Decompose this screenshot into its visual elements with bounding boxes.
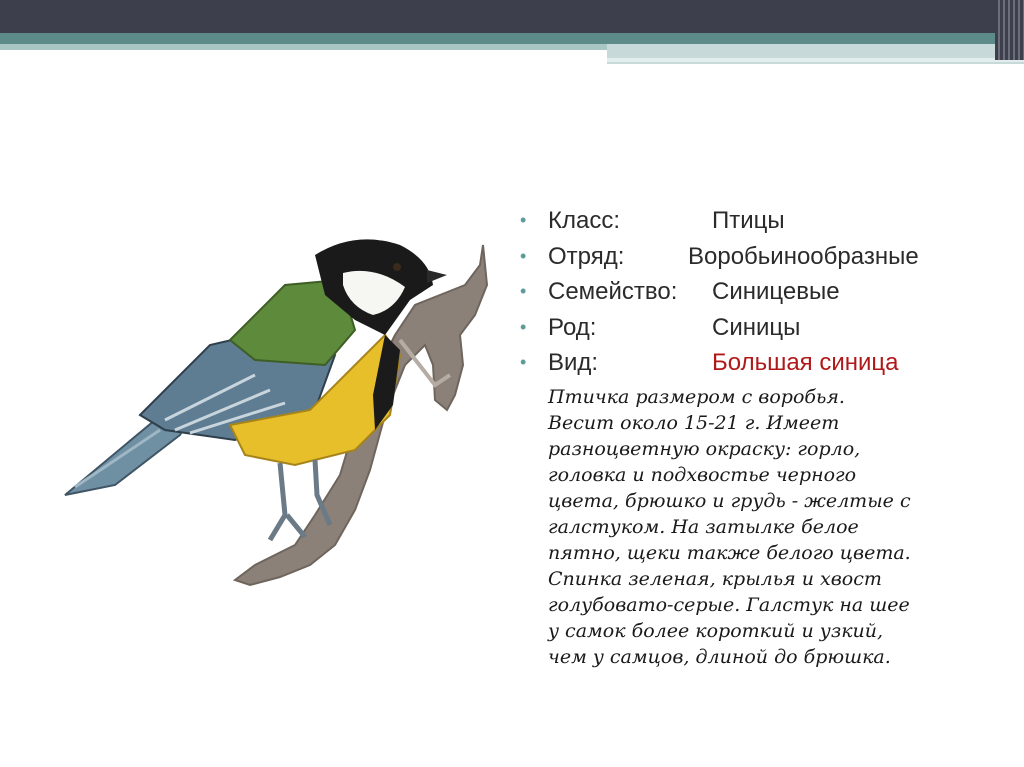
taxonomy-list (520, 203, 1000, 381)
header-bar-step-highlight (607, 58, 1024, 62)
taxonomy-item-family (520, 274, 1000, 310)
description-line: Птичка размером с воробья. (548, 386, 845, 408)
description-line: чем у самцов, длиной до брюшка. (548, 646, 891, 668)
taxonomy-value: Птицы (712, 207, 785, 234)
header-bar-right-stripes (995, 0, 1024, 60)
taxonomy-item-genus (520, 310, 1000, 346)
description-line: Спинка зеленая, крылья и хвост (548, 568, 882, 590)
taxonomy-value: Воробьинообразные (688, 242, 919, 270)
taxonomy-item-order (520, 239, 1000, 275)
taxonomy-value-species: Большая синица (712, 349, 899, 376)
description-line: цвета, брюшко и грудь - желтые с (548, 490, 911, 512)
bullet-icon: • (520, 352, 527, 372)
header-bar-teal (0, 33, 1024, 44)
bullet-icon: • (520, 316, 527, 337)
bullet-icon: • (520, 281, 527, 301)
bullet-icon: • (520, 210, 527, 230)
taxonomy-label: Семейство: (548, 278, 678, 305)
species-description (548, 384, 978, 670)
great-tit-bird-illustration (55, 225, 495, 590)
description-line: пятно, щеки также белого цвета. (548, 542, 911, 564)
description-line: головка и подхвостье черного (548, 464, 857, 486)
taxonomy-label: Отряд: (548, 242, 625, 270)
description-line: галстуком. На затылке белое (548, 516, 859, 538)
header-bar-dark (0, 0, 1024, 33)
bullet-icon: • (520, 245, 527, 266)
taxonomy-label: Вид: (548, 349, 599, 376)
taxonomy-item-class (520, 203, 1000, 239)
taxonomy-value: Синицы (712, 313, 801, 341)
taxonomy-item-species (520, 345, 1000, 381)
description-line: разноцветную окраску: горло, (548, 438, 861, 460)
taxonomy-value: Синицевые (712, 278, 840, 305)
description-line: Весит около 15-21 г. Имеет (548, 412, 840, 434)
taxonomy-label: Класс: (548, 207, 620, 234)
taxonomy-label: Род: (548, 313, 597, 341)
description-line: у самок более короткий и узкий, (548, 620, 884, 642)
description-line: голубовато-серые. Галстук на шее (548, 594, 910, 616)
